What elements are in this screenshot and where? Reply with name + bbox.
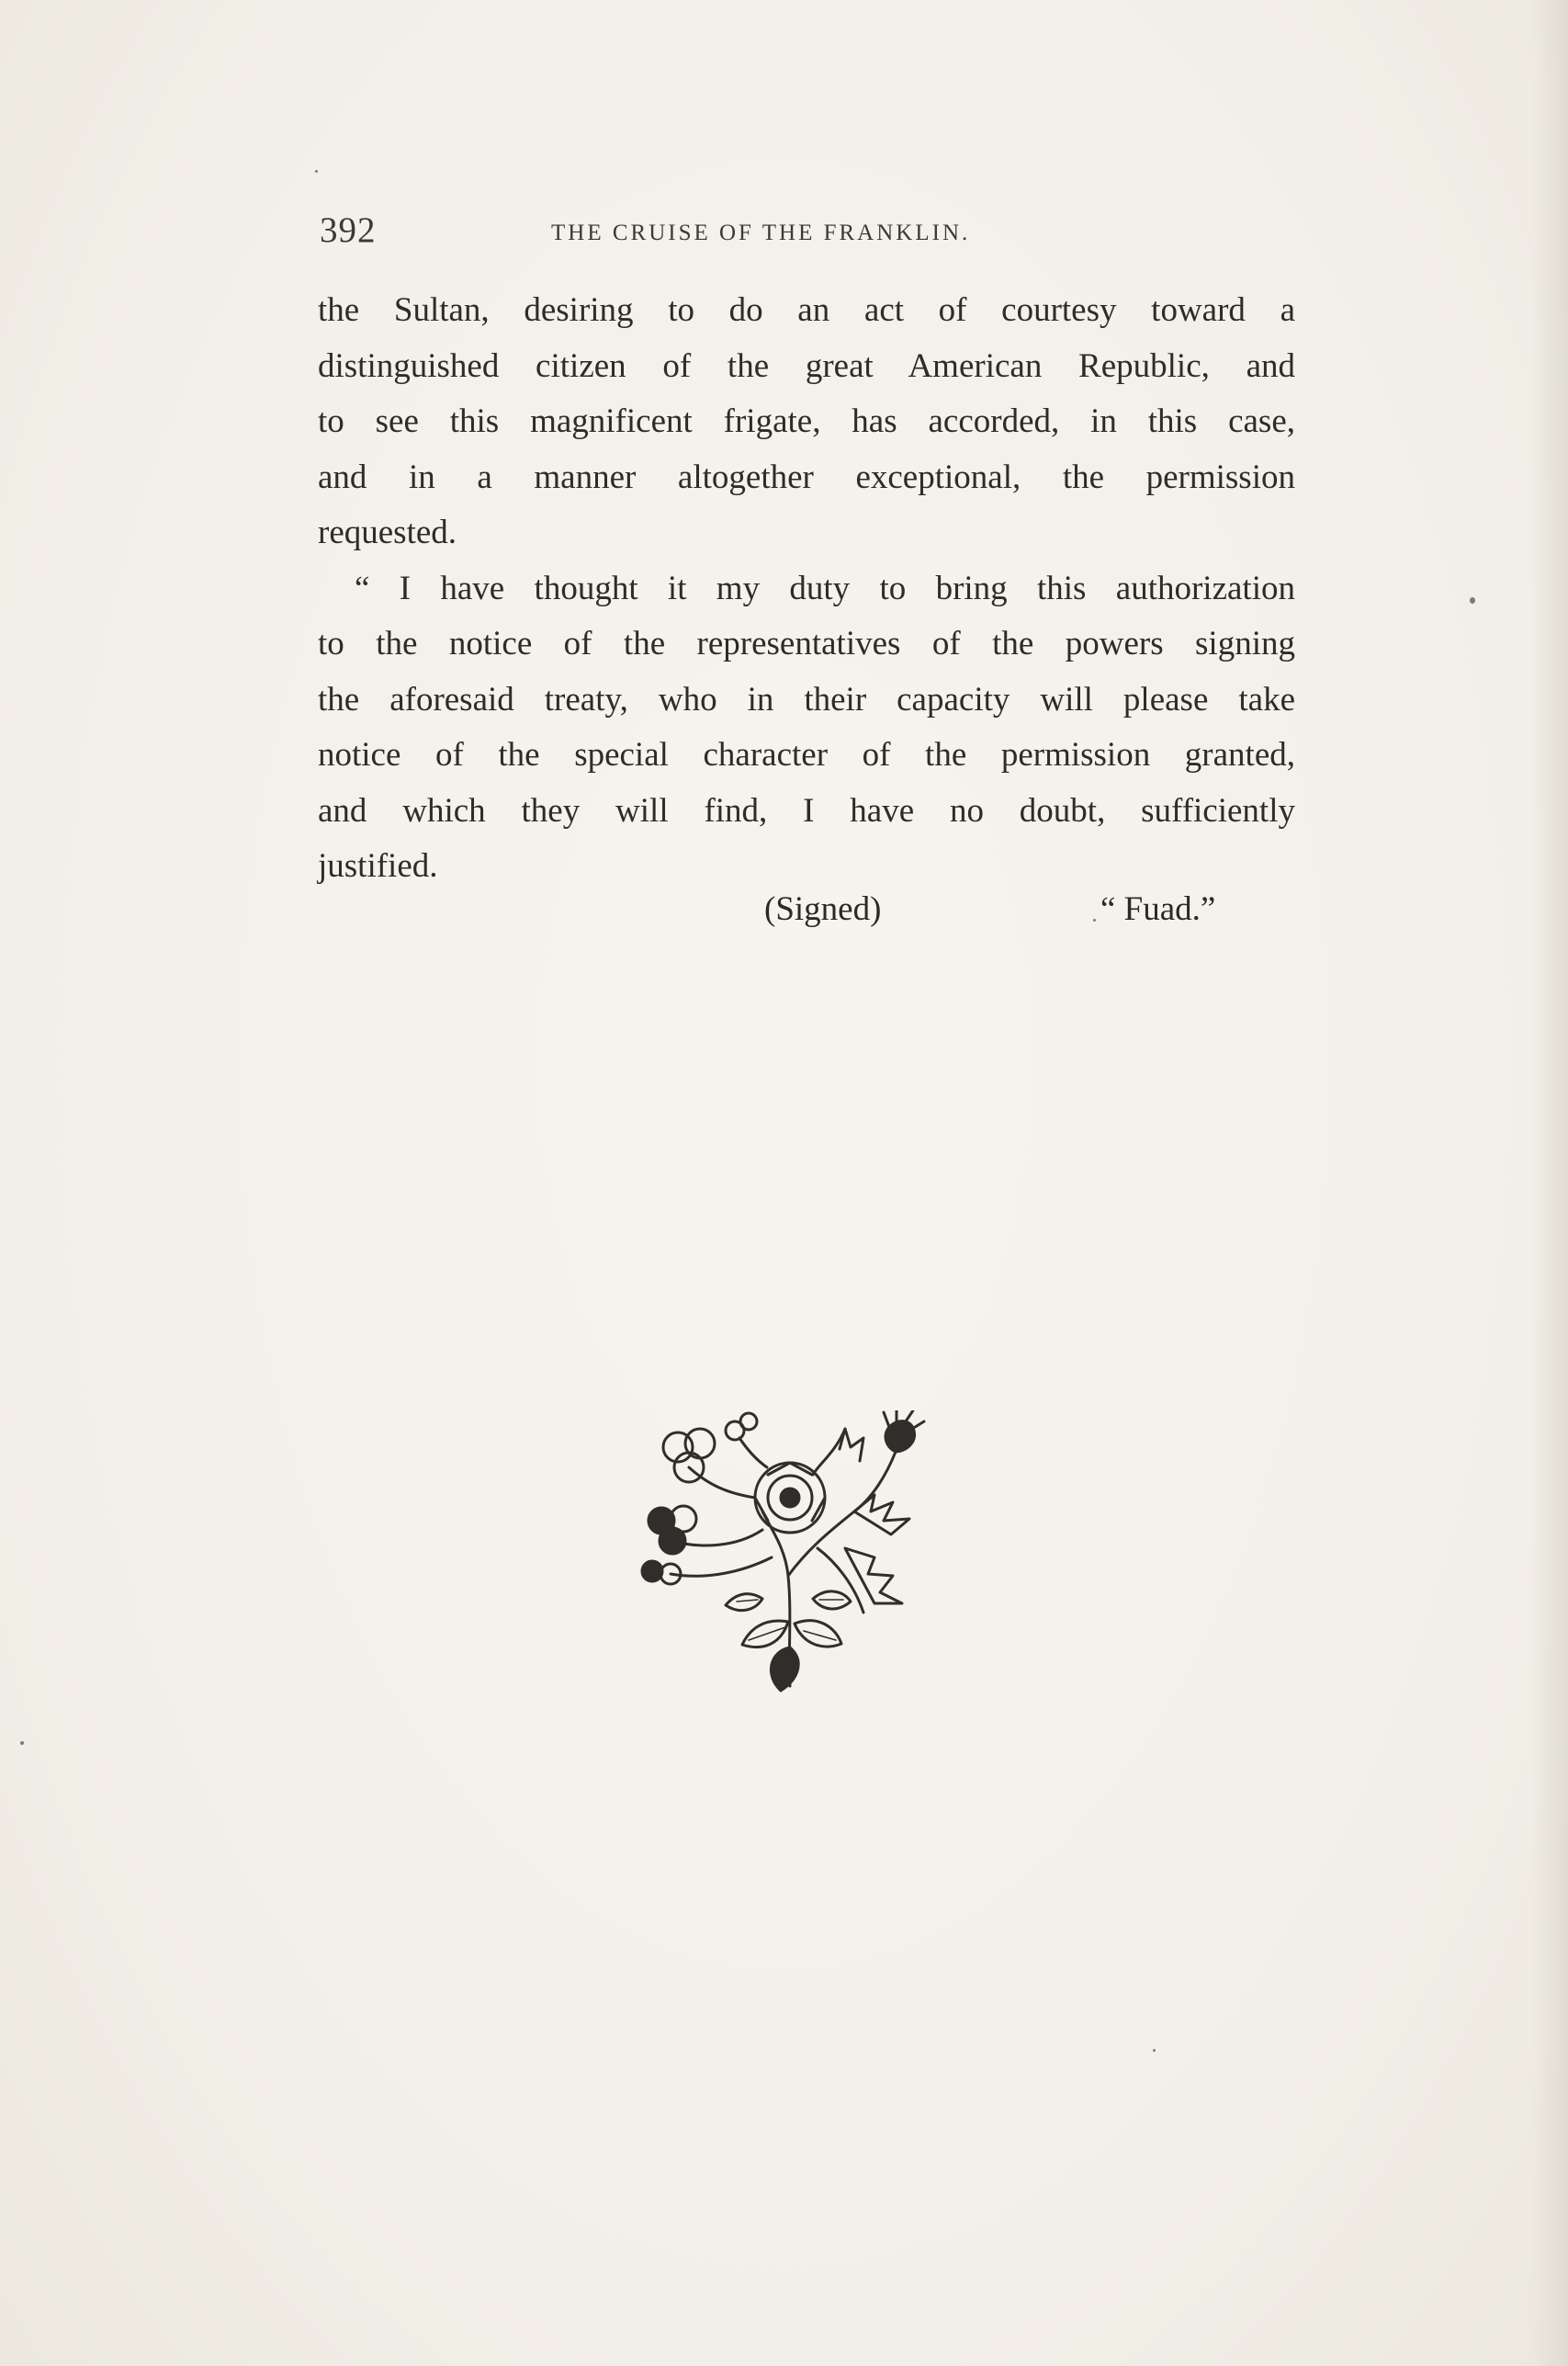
page-edge-shade xyxy=(1531,0,1568,2366)
page-header xyxy=(320,206,1293,261)
floral-tailpiece-icon xyxy=(634,1410,976,1695)
paragraph-2 xyxy=(318,561,1295,895)
text-line: notice of the special character of the permission granted, xyxy=(318,736,1295,774)
body-text xyxy=(318,283,1295,895)
text-line: the Sultan, desiring to do an act of courtesy toward a xyxy=(318,291,1295,329)
text-line: and in a manner altogether exceptional, the permission xyxy=(318,458,1295,496)
text-line: “ I have thought it my duty to bring this authorization xyxy=(355,569,1295,607)
paper-speck xyxy=(1093,919,1096,922)
signed-label: (Signed) xyxy=(764,890,882,928)
text-line: distinguished citizen of the great American Republic, and xyxy=(318,346,1295,385)
text-line: justified. xyxy=(318,847,438,885)
running-head: THE CRUISE OF THE FRANKLIN. xyxy=(551,221,971,245)
paper-speck xyxy=(1153,2049,1156,2052)
text-line: to the notice of the representatives of the powers signing xyxy=(318,625,1295,662)
signer-name: “ Fuad.” xyxy=(1100,890,1216,928)
text-line: and which they will find, I have no doubt, sufficiently xyxy=(318,791,1295,830)
signature-line xyxy=(318,889,1295,945)
text-line: the aforesaid treaty, who in their capacity will please take xyxy=(318,680,1295,719)
paper-speck xyxy=(20,1741,24,1745)
paper-speck xyxy=(315,170,318,173)
paragraph-1 xyxy=(318,283,1295,561)
text-line: to see this magnificent frigate, has accorded, in this case, xyxy=(318,402,1295,440)
page-number: 392 xyxy=(320,210,377,250)
paper-speck xyxy=(1470,597,1475,604)
text-line: requested. xyxy=(318,514,457,551)
